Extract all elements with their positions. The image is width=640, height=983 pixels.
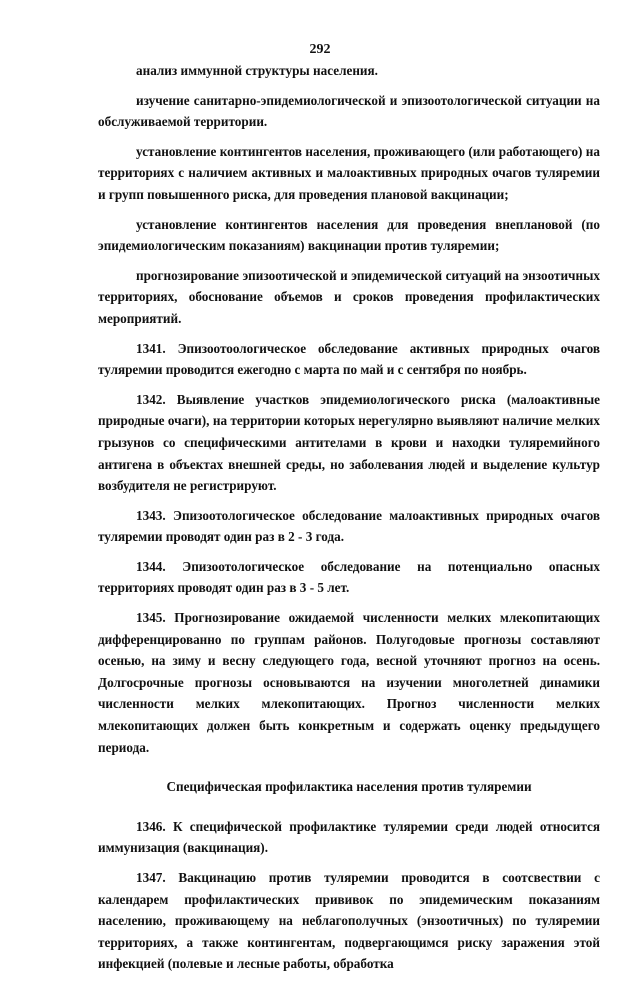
paragraph-1342: 1342. Выявление участков эпидемиологического риска (малоактивные природные очаги), на территории которых нерегулярно выявляют наличие мелких грызунов со специфическими антителами в крови и находки туляремийного антигена в объектах внешней среды, но заболевания людей и выделение культур возбудителя не регистрируют. — [98, 391, 600, 494]
paragraph: анализ иммунной структуры населения. — [136, 63, 378, 78]
paragraph-1347: 1347. Вакцинацию против туляремии проводится в соотсвествии с календарем профилактических прививок по эпидемическим показаниям населению, проживающему на неблагополучных (энзоотичных) по туляремии территориях, а также контингентам, подвергающимся риску заражения этой инфекцией (полевые и лесные работы, обработка — [98, 870, 600, 972]
paragraph-1341: 1341. Эпизоотоологическое обследование активных природных очагов туляремии проводится ежегодно с марта по май и с сентября по ноябрь. — [98, 340, 600, 378]
paragraph: установление контингентов населения, проживающего (или работающего) на территориях с наличием активных и малоактивных природных очагов туляремии и групп повышенного риска, для проведения плановой вакцинации; — [98, 143, 600, 202]
paragraph: установление контингентов населения для проведения внеплановой (по эпидемиологическим показаниям) вакцинации против туляремии; — [98, 216, 600, 254]
document-body — [98, 60, 600, 983]
paragraph-1344: 1344. Эпизоотологическое обследование на потенциально опасных территориях проводят один раз в 3 - 5 лет. — [98, 558, 600, 596]
page-number: 292 — [309, 42, 331, 57]
paragraph: прогнозирование эпизоотической и эпидемической ситуаций на энзоотичных территориях, обоснование объемов и сроков проведения профилактических мероприятий. — [98, 267, 600, 326]
paragraph-1346: 1346. К специфической профилактике туляремии среди людей относится иммунизация (вакцинация). — [98, 818, 600, 856]
paragraph: изучение санитарно-эпидемиологической и эпизоотологической ситуации на обслуживаемой территории. — [98, 92, 600, 130]
paragraph-1345: 1345. Прогнозирование ожидаемой численности мелких млекопитающих дифференцированно по группам районов. Полугодовые прогнозы составляют осенью, на зиму и весну следующего года, весной уточняют прогноз на осень. Долгосрочные прогнозы основываются на изучении многолетней динамики численности мелких млекопитающих. Прогноз численности мелких млекопитающих должен быть конкретным и содержать оценку предыдущего периода. — [98, 610, 600, 755]
section-heading: Специфическая профилактика населения против туляремии — [166, 779, 532, 795]
paragraph-1343: 1343. Эпизоотологическое обследование малоактивных природных очагов туляремии проводят один раз в 2 - 3 года. — [98, 507, 600, 545]
